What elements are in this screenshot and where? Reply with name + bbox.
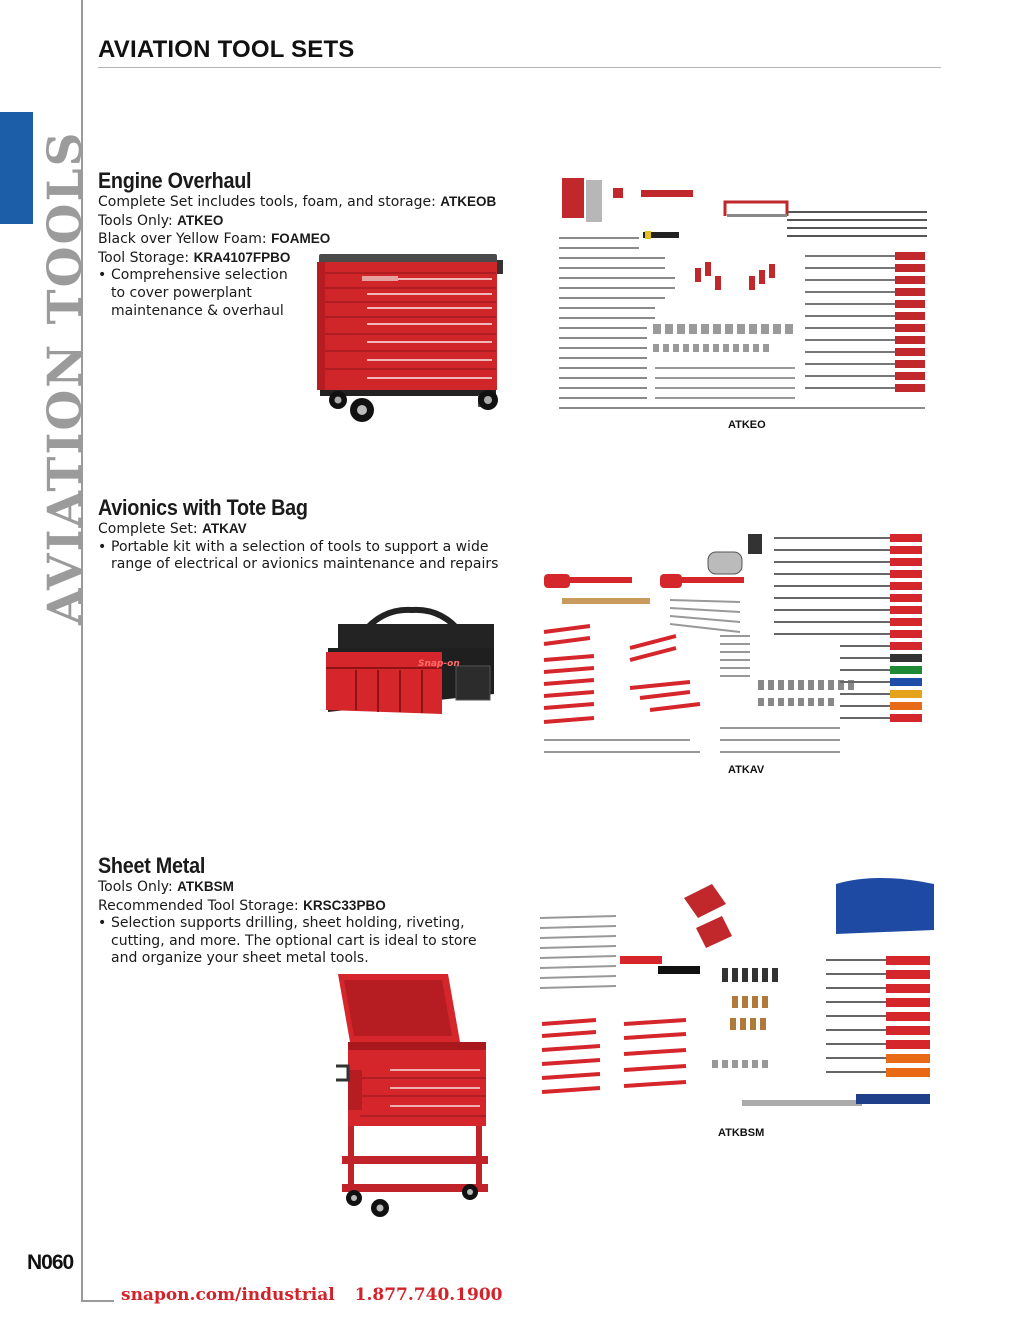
section-sheet-metal <box>98 853 508 968</box>
atkbsm-tool-layout-image <box>536 874 940 1110</box>
footer-phone: 1.877.740.1900 <box>354 1285 503 1305</box>
part-code: ATKAV <box>202 521 247 536</box>
image-caption: ATKEO <box>728 419 766 431</box>
spec-line: Complete Set includes tools, foam, and storage: ATKEOB <box>98 194 497 210</box>
page-title: AVIATION TOOL SETS <box>98 36 355 63</box>
spec-line: Tools Only: ATKEO <box>98 212 224 229</box>
feature-bullet: • Comprehensive selection to cover powerplant maintenance & overhaul <box>98 267 288 319</box>
tool-cabinet-image <box>312 250 512 428</box>
service-cart-image <box>330 970 490 1220</box>
part-code: KRSC33PBO <box>303 897 386 913</box>
footer-rule <box>81 1300 114 1302</box>
spec-line: Black over Yellow Foam: FOAMEO <box>98 231 331 248</box>
footer-url[interactable]: snapon.com/industrial <box>121 1285 335 1305</box>
atkeo-tool-layout-image <box>555 176 930 414</box>
section-tab <box>0 112 33 224</box>
section-heading: Engine Overhaul <box>98 168 252 193</box>
page-number: N060 <box>27 1251 74 1274</box>
part-code: ATKEOB <box>440 194 497 209</box>
atkav-tool-layout-image <box>540 532 930 762</box>
part-code: ATKEO <box>177 212 224 228</box>
spec-line: Tool Storage: KRA4107FPBO <box>98 249 291 266</box>
spec-line: Tools Only: ATKBSM <box>98 879 234 895</box>
feature-bullet: • Portable kit with a selection of tools to support a wide range of electrical or avionics maintenance and repairs <box>98 538 499 573</box>
side-title: AVIATION TOOLS <box>38 130 93 625</box>
image-caption: ATKBSM <box>718 1127 765 1139</box>
tote-logo: Snap-on <box>418 659 460 669</box>
spec-line: Complete Set: ATKAV <box>98 521 247 537</box>
image-caption: ATKAV <box>728 764 765 776</box>
feature-bullet: • Selection supports drilling, sheet holding, riveting, cutting, and more. The optional cart is ideal to store and organize your sheet metal tools. <box>98 915 477 967</box>
section-heading: Avionics with Tote Bag <box>98 495 308 520</box>
title-rule <box>98 67 941 68</box>
section-avionics <box>98 495 508 574</box>
part-code: ATKBSM <box>177 879 234 894</box>
tote-bag-image <box>322 606 500 718</box>
part-code: FOAMEO <box>271 231 331 247</box>
section-heading: Sheet Metal <box>98 853 206 878</box>
spec-line: Recommended Tool Storage: KRSC33PBO <box>98 897 386 914</box>
part-code: KRA4107FPBO <box>193 249 291 265</box>
footer <box>121 1285 503 1305</box>
